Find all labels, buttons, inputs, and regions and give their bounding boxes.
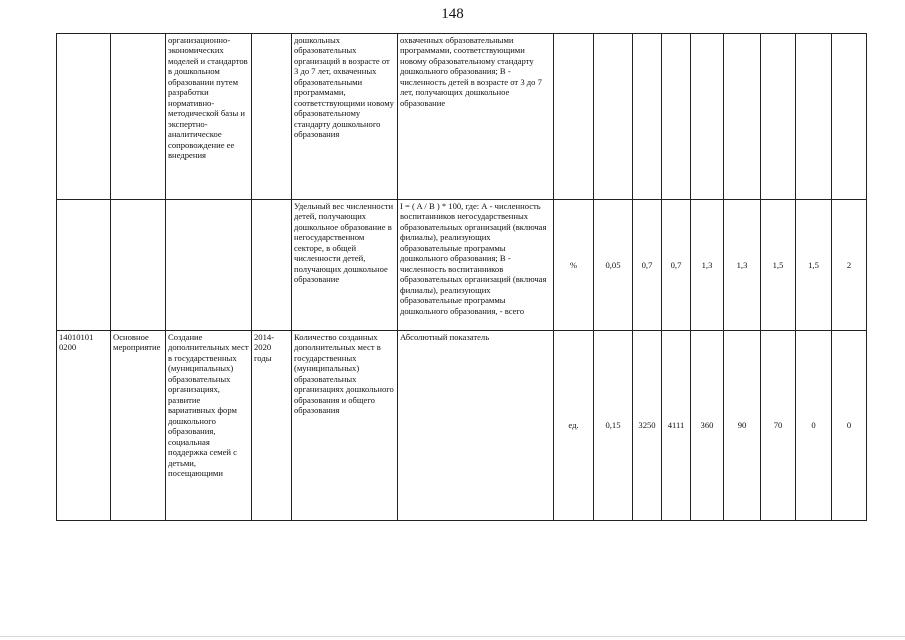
cell-code bbox=[57, 200, 111, 331]
cell-formula: I = ( A / B ) * 100, где: А - численность воспитанников негосударственных образовательных организаций (включая филиалы), реализующих образовательные программы дошкольного образования; В - численность воспитанников образовательных организаций (включая филиалы), реализующих образовательные программы дошкольного образования, - всего bbox=[398, 200, 554, 331]
cell-unit: % bbox=[554, 200, 594, 331]
cell-weight: 0,05 bbox=[594, 200, 633, 331]
cell-code bbox=[57, 34, 111, 200]
cell-name: Создание дополнительных мест в государственных (муниципальных) образовательных организациях, развитие вариативных форм дошкольного образования, социальная поддержка семей с детьми, посещающими bbox=[166, 331, 252, 521]
cell-type bbox=[111, 34, 166, 200]
cell-indicator: Удельный вес численности детей, получающих дошкольное образование в негосударственном секторе, в общей численности детей, получающих дошкольное образование bbox=[292, 200, 398, 331]
cell-period: 2014-2020 годы bbox=[252, 331, 292, 521]
cell-type: Основное мероприятие bbox=[111, 331, 166, 521]
scan-edge-line bbox=[0, 636, 905, 637]
cell-formula: Абсолютный показатель bbox=[398, 331, 554, 521]
cell-value: 0 bbox=[832, 331, 867, 521]
cell-indicator: дошкольных образовательных организаций в возрасте от 3 до 7 лет, охваченных образовательными программами, соответствующими новому образовательному стандарту дошкольного образования bbox=[292, 34, 398, 200]
cell-weight bbox=[594, 34, 633, 200]
cell-value: 2 bbox=[832, 200, 867, 331]
cell-value bbox=[761, 34, 796, 200]
cell-value: 3250 bbox=[633, 331, 662, 521]
cell-value: 0 bbox=[796, 331, 832, 521]
cell-period bbox=[252, 200, 292, 331]
cell-value: 1,3 bbox=[724, 200, 761, 331]
cell-value bbox=[796, 34, 832, 200]
cell-formula: охваченных образовательными программами, соответствующими новому образовательному стандарту дошкольного образования; В - численность детей в возрасте от 3 до 7 лет, получающих дошкольное образование bbox=[398, 34, 554, 200]
cell-value bbox=[662, 34, 691, 200]
cell-value bbox=[724, 34, 761, 200]
table-row bbox=[57, 331, 867, 521]
cell-unit bbox=[554, 34, 594, 200]
cell-indicator: Количество созданных дополнительных мест в государственных (муниципальных) образовательных организациях дошкольного образования и общего образования bbox=[292, 331, 398, 521]
cell-weight: 0,15 bbox=[594, 331, 633, 521]
cell-value: 70 bbox=[761, 331, 796, 521]
cell-code: 14010101 0200 bbox=[57, 331, 111, 521]
cell-value: 90 bbox=[724, 331, 761, 521]
cell-value: 360 bbox=[691, 331, 724, 521]
cell-value: 0,7 bbox=[662, 200, 691, 331]
cell-value: 1,5 bbox=[796, 200, 832, 331]
cell-type bbox=[111, 200, 166, 331]
cell-value bbox=[832, 34, 867, 200]
cell-value: 0,7 bbox=[633, 200, 662, 331]
indicators-table bbox=[56, 33, 867, 521]
cell-value: 4111 bbox=[662, 331, 691, 521]
cell-period bbox=[252, 34, 292, 200]
cell-name bbox=[166, 200, 252, 331]
cell-value bbox=[691, 34, 724, 200]
page-number: 148 bbox=[441, 6, 464, 22]
table-row bbox=[57, 34, 867, 200]
cell-name: организационно-экономических моделей и стандартов в дошкольном образовании путем разработки нормативно-методической базы и экспертно-аналитическое сопровождение ее внедрения bbox=[166, 34, 252, 200]
cell-value: 1,3 bbox=[691, 200, 724, 331]
cell-value bbox=[633, 34, 662, 200]
cell-value: 1,5 bbox=[761, 200, 796, 331]
table-row bbox=[57, 200, 867, 331]
cell-unit: ед. bbox=[554, 331, 594, 521]
